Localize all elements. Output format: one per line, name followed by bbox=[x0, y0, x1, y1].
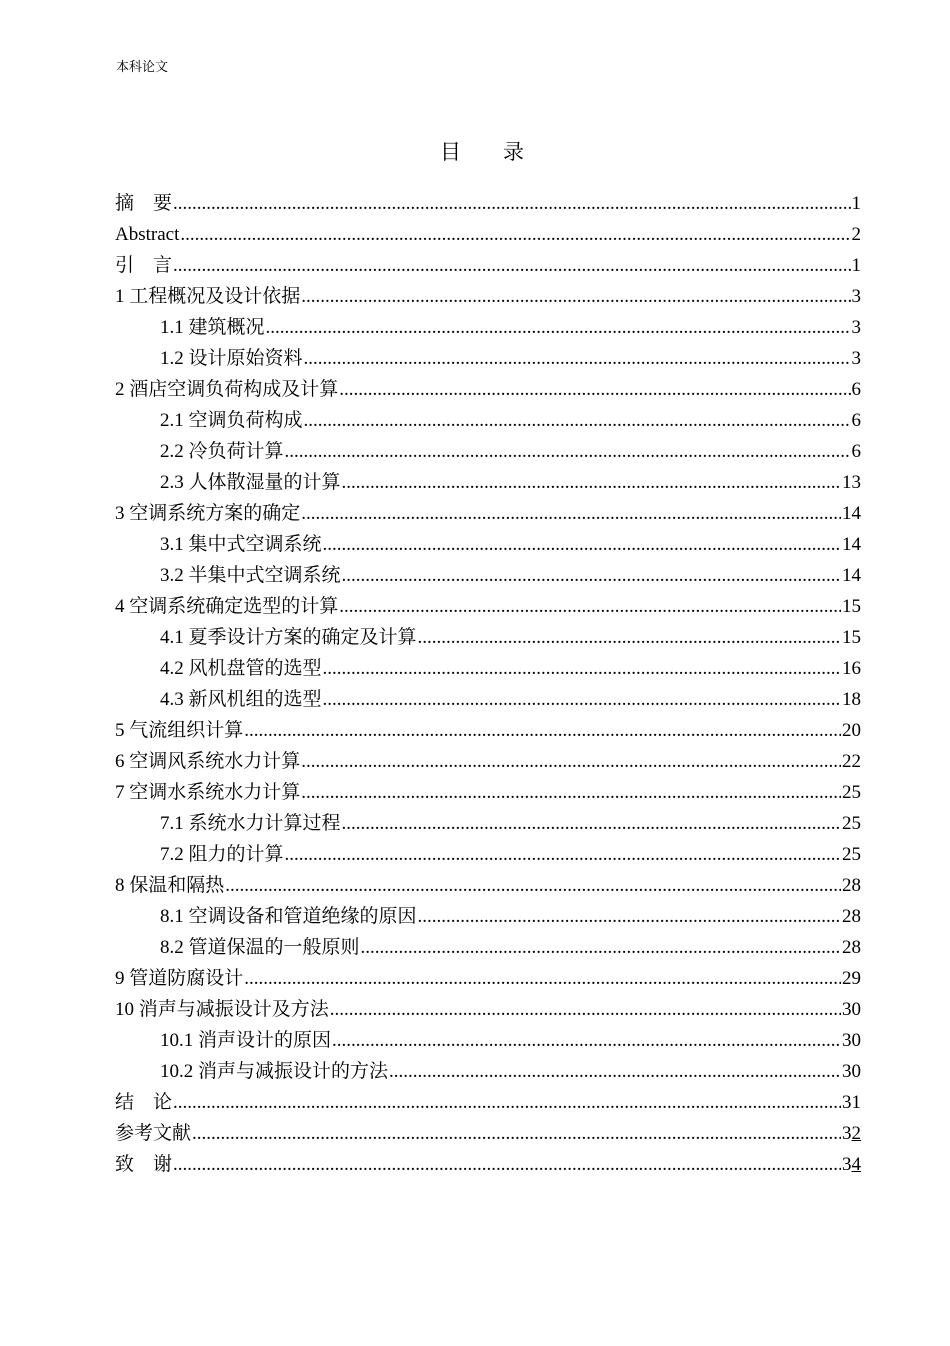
toc-entry-page-number: 6 bbox=[851, 441, 861, 462]
toc-entry-page-number: 18 bbox=[842, 689, 861, 710]
toc-entry[interactable] bbox=[115, 402, 861, 433]
toc-entry-page-number: 15 bbox=[842, 596, 861, 617]
toc-entry-page-number: 28 bbox=[842, 937, 861, 958]
toc-entry[interactable] bbox=[115, 371, 861, 402]
toc-entry[interactable] bbox=[115, 557, 861, 588]
toc-dot-leader bbox=[225, 874, 841, 898]
toc-entry-page-number: 6 bbox=[851, 410, 861, 431]
toc-dot-leader bbox=[173, 254, 850, 278]
toc-entry[interactable] bbox=[115, 309, 861, 340]
toc-dot-leader bbox=[418, 905, 841, 929]
toc-entry[interactable] bbox=[115, 619, 861, 650]
toc-entry-page-number: 22 bbox=[842, 751, 861, 772]
toc-entry-label: 10 消声与减振设计及方法 bbox=[115, 999, 329, 1020]
toc-dot-leader bbox=[301, 502, 841, 526]
toc-entry-label: 8.1 空调设备和管道绝缘的原因 bbox=[160, 906, 417, 927]
toc-dot-leader bbox=[418, 626, 841, 650]
toc-entry-page-number: 28 bbox=[842, 906, 861, 927]
toc-entry-page-number: 14 bbox=[842, 534, 861, 555]
toc-entry-page-number: 30 bbox=[842, 1030, 861, 1051]
toc-entry[interactable] bbox=[115, 588, 861, 619]
toc-entry[interactable] bbox=[115, 340, 861, 371]
toc-entry[interactable] bbox=[115, 805, 861, 836]
toc-entry[interactable] bbox=[115, 650, 861, 681]
toc-entry-label: 1.2 设计原始资料 bbox=[160, 348, 303, 369]
toc-entry-label: 2.2 冷负荷计算 bbox=[160, 441, 284, 462]
toc-entry-label: 参考文献 bbox=[115, 1123, 192, 1144]
toc-entry-label: 2.3 人体散湿量的计算 bbox=[160, 472, 341, 493]
toc-entry[interactable] bbox=[115, 681, 861, 712]
toc-entry[interactable] bbox=[115, 867, 861, 898]
toc-dot-leader bbox=[266, 316, 851, 340]
toc-entry[interactable] bbox=[115, 1053, 861, 1084]
toc-entry-page-number: 3 bbox=[851, 348, 861, 369]
toc-entry-page-number: 3 bbox=[851, 317, 861, 338]
page-header: 本科论文 bbox=[116, 59, 169, 74]
toc-title: 目 录 bbox=[440, 140, 524, 164]
toc-entry-page-number: 25 bbox=[842, 782, 861, 803]
toc-entry-page-number: 31 bbox=[842, 1092, 861, 1113]
toc-entry[interactable] bbox=[115, 1146, 861, 1177]
toc-entry-label: 3 空调系统方案的确定 bbox=[115, 503, 301, 524]
toc-entry-label: 7.1 系统水力计算过程 bbox=[160, 813, 341, 834]
toc-entry[interactable] bbox=[115, 278, 861, 309]
toc-entry-page-number: 16 bbox=[842, 658, 861, 679]
toc-entry-label: 9 管道防腐设计 bbox=[115, 968, 244, 989]
toc-dot-leader bbox=[389, 1060, 841, 1084]
toc-entry-label: 致 谢 bbox=[115, 1154, 173, 1175]
toc-entry[interactable] bbox=[115, 433, 861, 464]
toc-dot-leader bbox=[173, 192, 850, 216]
toc-entry[interactable] bbox=[115, 991, 861, 1022]
toc-entry-label: 8 保温和隔热 bbox=[115, 875, 225, 896]
toc-entry-page-number: 20 bbox=[842, 720, 861, 741]
toc-entry-label: 3.1 集中式空调系统 bbox=[160, 534, 322, 555]
toc-entry-page-number: 29 bbox=[842, 968, 861, 989]
toc-dot-leader bbox=[301, 285, 850, 309]
toc-dot-leader bbox=[173, 1091, 841, 1115]
toc-entry[interactable] bbox=[115, 960, 861, 991]
toc-entry-page-number: 1 bbox=[851, 255, 861, 276]
toc-dot-leader bbox=[180, 223, 850, 247]
toc-dot-leader bbox=[244, 719, 841, 743]
toc-entry-label: 1 工程概况及设计依据 bbox=[115, 286, 301, 307]
toc-entry[interactable] bbox=[115, 1115, 861, 1146]
toc-entry-label: 7 空调水系统水力计算 bbox=[115, 782, 301, 803]
toc-dot-leader bbox=[323, 688, 841, 712]
toc-entry-label: 2 酒店空调负荷构成及计算 bbox=[115, 379, 339, 400]
toc-entry-label: 8.2 管道保温的一般原则 bbox=[160, 937, 360, 958]
toc-entry-page-number: 2 bbox=[851, 224, 861, 245]
toc-dot-leader bbox=[301, 750, 841, 774]
toc-dot-leader bbox=[339, 378, 850, 402]
toc-dot-leader bbox=[301, 781, 841, 805]
toc-entry-page-number: 1 bbox=[851, 193, 861, 214]
toc-dot-leader bbox=[192, 1122, 841, 1146]
toc-entry[interactable] bbox=[115, 526, 861, 557]
toc-dot-leader bbox=[304, 347, 851, 371]
toc-entry[interactable] bbox=[115, 712, 861, 743]
toc-entry-page-number: 25 bbox=[842, 844, 861, 865]
toc-dot-leader bbox=[304, 409, 851, 433]
toc-entry-page-number: 34 bbox=[842, 1154, 861, 1175]
toc-entry[interactable] bbox=[115, 1022, 861, 1053]
toc-entry-label: 2.1 空调负荷构成 bbox=[160, 410, 303, 431]
toc-dot-leader bbox=[361, 936, 841, 960]
toc-entry-page-number: 32 bbox=[842, 1123, 861, 1144]
toc-entry-label: 4.1 夏季设计方案的确定及计算 bbox=[160, 627, 417, 648]
toc-entry-label: Abstract bbox=[115, 224, 180, 245]
toc-entry-label: 4.2 风机盘管的选型 bbox=[160, 658, 322, 679]
toc-entry-page-number: 30 bbox=[842, 1061, 861, 1082]
toc-entry-page-number: 14 bbox=[842, 503, 861, 524]
toc-entry[interactable] bbox=[115, 464, 861, 495]
toc-entry[interactable] bbox=[115, 247, 861, 278]
toc-entry-label: 结 论 bbox=[115, 1092, 173, 1113]
toc-dot-leader bbox=[339, 595, 841, 619]
toc-entry-label: 6 空调风系统水力计算 bbox=[115, 751, 301, 772]
toc-entry-label: 4.3 新风机组的选型 bbox=[160, 689, 322, 710]
toc-entry-page-number: 15 bbox=[842, 627, 861, 648]
toc-entry-page-number: 14 bbox=[842, 565, 861, 586]
toc-dot-leader bbox=[342, 812, 841, 836]
toc-dot-leader bbox=[332, 1029, 841, 1053]
toc-entry-page-number: 6 bbox=[851, 379, 861, 400]
toc-entry-label: 7.2 阻力的计算 bbox=[160, 844, 284, 865]
table-of-contents bbox=[115, 185, 861, 1177]
toc-entry-label: 10.1 消声设计的原因 bbox=[160, 1030, 332, 1051]
toc-entry[interactable] bbox=[115, 898, 861, 929]
toc-entry-page-number: 13 bbox=[842, 472, 861, 493]
toc-entry-label: 5 气流组织计算 bbox=[115, 720, 244, 741]
toc-entry[interactable] bbox=[115, 774, 861, 805]
toc-dot-leader bbox=[323, 533, 841, 557]
toc-dot-leader bbox=[323, 657, 841, 681]
toc-entry[interactable] bbox=[115, 185, 861, 216]
toc-dot-leader bbox=[244, 967, 841, 991]
toc-entry[interactable] bbox=[115, 1084, 861, 1115]
toc-entry-label: 3.2 半集中式空调系统 bbox=[160, 565, 341, 586]
toc-entry[interactable] bbox=[115, 836, 861, 867]
toc-entry-page-number: 25 bbox=[842, 813, 861, 834]
toc-entry-label: 4 空调系统确定选型的计算 bbox=[115, 596, 339, 617]
toc-entry[interactable] bbox=[115, 216, 861, 247]
toc-entry-page-number: 30 bbox=[842, 999, 861, 1020]
toc-entry[interactable] bbox=[115, 495, 861, 526]
toc-entry-label: 引 言 bbox=[115, 255, 173, 276]
toc-entry-label: 摘 要 bbox=[115, 193, 173, 214]
toc-entry-label: 1.1 建筑概况 bbox=[160, 317, 265, 338]
toc-dot-leader bbox=[330, 998, 841, 1022]
toc-dot-leader bbox=[342, 471, 841, 495]
toc-entry-page-number: 3 bbox=[851, 286, 861, 307]
toc-dot-leader bbox=[342, 564, 841, 588]
toc-dot-leader bbox=[285, 440, 851, 464]
toc-dot-leader bbox=[173, 1153, 841, 1177]
toc-entry-page-number: 28 bbox=[842, 875, 861, 896]
toc-entry[interactable] bbox=[115, 929, 861, 960]
toc-dot-leader bbox=[285, 843, 841, 867]
toc-entry[interactable] bbox=[115, 743, 861, 774]
toc-entry-label: 10.2 消声与减振设计的方法 bbox=[160, 1061, 389, 1082]
